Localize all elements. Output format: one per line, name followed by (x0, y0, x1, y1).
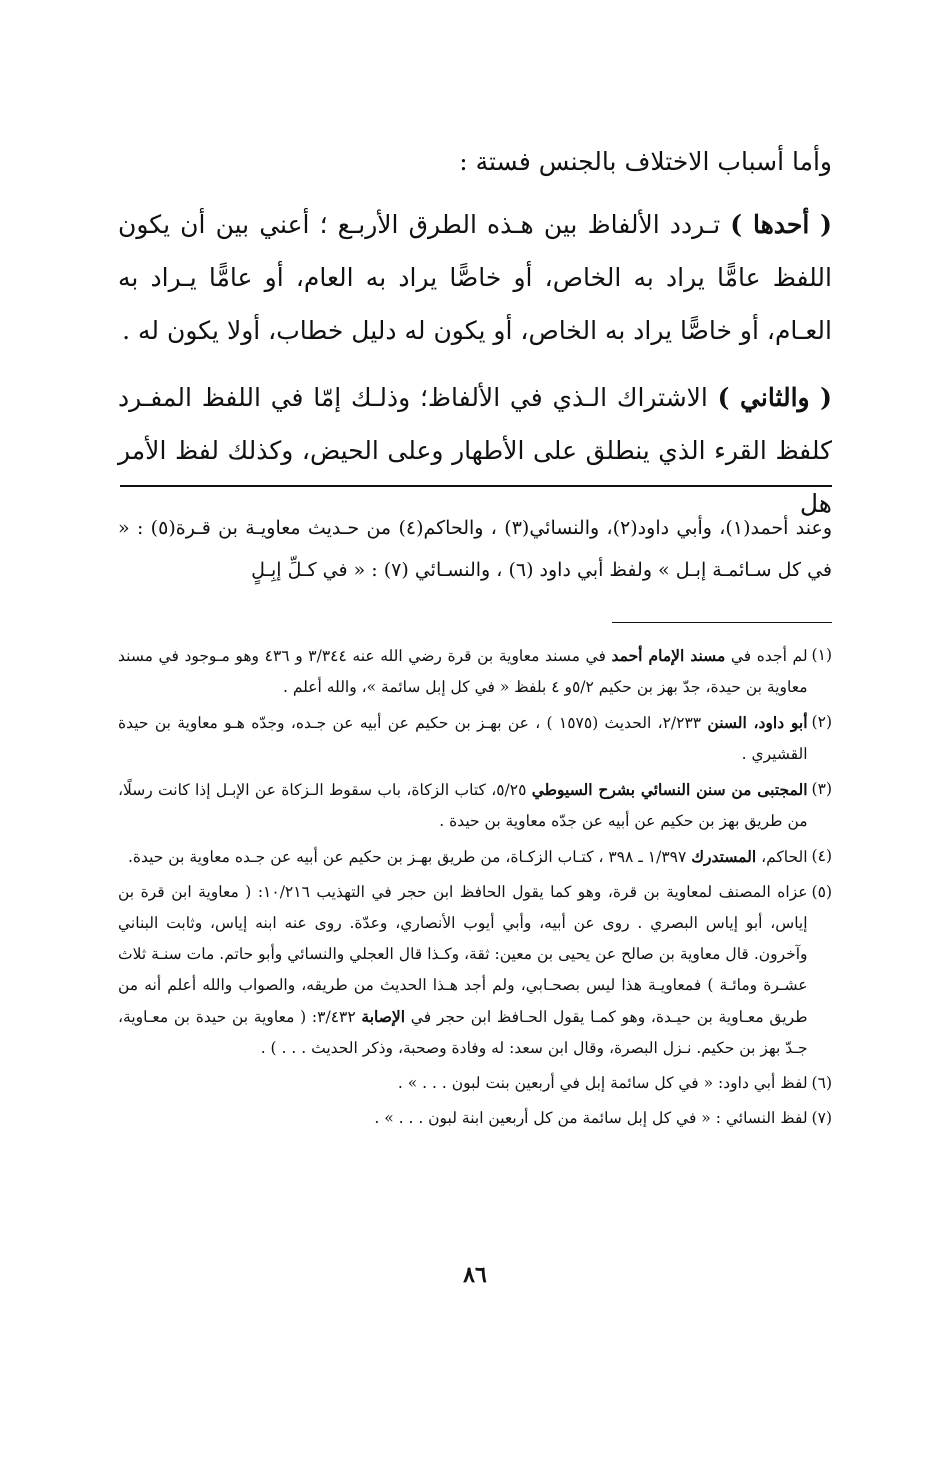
footnote-number: (٧) (811, 1109, 832, 1127)
footnote-item: (٦) لفظ أبي داود: « في كل سائمة إبل في أربعين بنت لبون . . . » . (118, 1068, 832, 1099)
footnote-item: (٧) لفظ النسائي : « في كل إبل سائمة من كل أربعين ابنة لبون . . . » . (118, 1103, 832, 1134)
intro-line: وأما أسباب الاختلاف بالجنس فستة : (459, 147, 832, 176)
main-divider (120, 485, 832, 487)
paragraph-text: تـردد الألفاظ بين هـذه الطرق الأربـع ؛ أعني بين أن يكون اللفظ عامًّا يراد به الخاص، أو خاصًّا يراد به العام، أو عامًّا يـراد به العـام، أو خاصًّا يراد به الخاص، أو يكون له دليل خطاب، أولا يكون له . (118, 210, 832, 345)
footnote-number: (١) (811, 646, 832, 664)
footnote-number: (٤) (811, 847, 832, 865)
footnote-item: (٤) الحاكم، المستدرك ١/٣٩٧ ـ ٣٩٨ ، كتـاب الزكـاة، من طريق بهـز بن حكيم عن أبيه عن جـده معاوية بن حيدة. (118, 841, 832, 873)
footnote-number: (٣) (811, 780, 832, 798)
page-number: ٨٦ (463, 1262, 487, 1288)
footnote-continuation: وعند أحمد(١)، وأبي داود(٢)، والنسائي(٣) ، والحاكم(٤) من حـديث معاويـة بن قـرة(٥) : « في كل سـائمـة إبـل » ولفظ أبي داود (٦) ، والنسـائي (٧) : « في كـلِّ إبِـلٍ (118, 517, 833, 581)
paragraph-lead: ( أحدها ) (730, 210, 833, 239)
footnotes (118, 640, 832, 1138)
paragraph-lead: ( والثاني ) (717, 383, 832, 412)
footnote-number: (٥) (811, 883, 832, 901)
footnote-number: (٢) (811, 713, 832, 731)
footnote-divider (612, 622, 832, 623)
main-text (118, 140, 832, 544)
footnote-number: (٦) (811, 1074, 832, 1092)
footnote-item: (١) لم أجده في مسند الإمام أحمد في مسند معاوية بن قرة رضي الله عنه ٣/٣٤٤ و ٤٣٦ وهو مـوجود في مسند معاوية بن حيدة، جدّ بهز بن حكيم ٥/٢و ٤ بلفظ « في كل إبل سائمة »، والله أعلم . (118, 640, 832, 703)
footnote-item: (٣) المجتبى من سنن النسائي بشرح السيوطي ٥/٢٥، كتاب الزكاة، باب سقوط الـزكاة عن الإبـل إذا كانت رسلًا، من طريق بهز بن حكيم عن أبيه عن جدّه معاوية بن حيدة . (118, 774, 832, 837)
footnote-item: (٥) عزاه المصنف لمعاوية بن قرة، وهو كما يقول الحافظ ابن حجر في التهذيب ١٠/٢١٦: ( معاوية ابن قرة بن إياس، أبو إياس البصري . روى عن أبيه، وأبي أيوب الأنصاري، وعدّة. روى عنه ابنه إياس، وثابت البناني وآخرون. قال معاوية بن صالح عن يحيى بن معين: ثقة، وكـذا قال العجلي والنسائي وأبو حاتم. مات سنـة ثلاث عشـرة ومائـة ) فمعاويـة هذا ليس بصحـابي، ولم أجد هـذا الحديث من طريقه، والصواب والله أعلم أنه من طريق معـاوية بن حيـدة، وهو كمـا يقول الحـافظ ابن حجر في الإصابة ٣/٤٣٢: ( معاوية بن حيدة بن معـاوية، جـدّ بهز بن حكيم. نـزل البصرة، وقال ابن سعد: له وفادة وصحبة، وذكر الحديث . . . ) . (118, 877, 832, 1064)
paragraph-text: الاشتراك الـذي في الألفاظ؛ وذلـك إمّا في اللفظ المفـرد كلفظ القرء الذي ينطلق على الأطهار وعلى الحيض، وكذلك لفظ الأمر هل (118, 383, 832, 518)
footnote-item: (٢) أبو داود، السنن ٢/٢٣٣، الحديث (١٥٧٥ ) ، عن بهـز بن حكيم عن أبيه عن جـده، وجدّه هـو معاوية بن حيدة القشيري . (118, 707, 832, 770)
paragraph-first-cause (118, 198, 832, 357)
